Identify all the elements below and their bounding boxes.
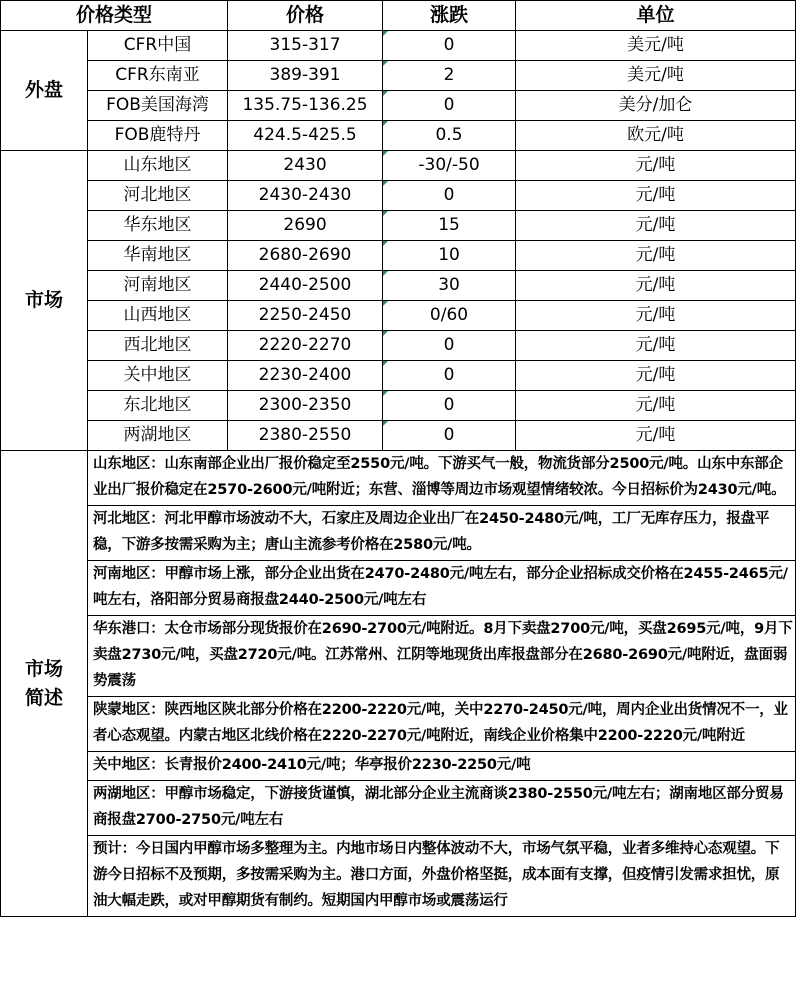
row-unit: 美分/加仑 xyxy=(516,91,796,121)
row-price: 135.75-136.25 xyxy=(228,91,383,121)
row-name: 山东地区 xyxy=(88,151,228,181)
row-name: 山西地区 xyxy=(88,301,228,331)
summary-paragraph-hebei: 河北地区：河北甲醇市场波动不大，石家庄及周边企业出厂在2450-2480元/吨，工厂无库存压力，报盘平稳，下游多按需采购为主；唐山主流参考价格在2580元/吨。 xyxy=(88,506,795,561)
row-unit: 元/吨 xyxy=(516,211,796,241)
row-name: 华南地区 xyxy=(88,241,228,271)
row-price: 2440-2500 xyxy=(228,271,383,301)
row-name: 西北地区 xyxy=(88,331,228,361)
row-change: 0 xyxy=(383,391,516,421)
row-price: 2430 xyxy=(228,151,383,181)
row-change: 0 xyxy=(383,421,516,451)
summary-row xyxy=(1,451,796,917)
row-unit: 元/吨 xyxy=(516,391,796,421)
row-price: 2690 xyxy=(228,211,383,241)
table-row xyxy=(1,361,796,391)
table-row xyxy=(1,61,796,91)
table-row xyxy=(1,181,796,211)
row-price: 2680-2690 xyxy=(228,241,383,271)
table-row xyxy=(1,211,796,241)
table-row xyxy=(1,241,796,271)
row-change: 0 xyxy=(383,331,516,361)
table-row xyxy=(1,301,796,331)
row-price: 424.5-425.5 xyxy=(228,121,383,151)
row-unit: 欧元/吨 xyxy=(516,121,796,151)
row-price: 2430-2430 xyxy=(228,181,383,211)
group-summary xyxy=(1,451,88,917)
row-unit: 元/吨 xyxy=(516,271,796,301)
row-unit: 美元/吨 xyxy=(516,61,796,91)
row-name: CFR东南亚 xyxy=(88,61,228,91)
row-price: 2380-2550 xyxy=(228,421,383,451)
group-external: 外盘 xyxy=(1,31,88,151)
summary-paragraph-shandong: 山东地区：山东南部企业出厂报价稳定至2550元/吨。下游买气一般，物流货部分2500元/吨。山东中东部企业出厂报价稳定在2570-2600元/吨附近；东营、淄博等周边市场观望情绪较浓。今日招标价为2430元/吨。 xyxy=(88,451,795,506)
row-name: 河北地区 xyxy=(88,181,228,211)
header-unit: 单位 xyxy=(516,1,796,31)
summary-paragraph-henan: 河南地区：甲醇市场上涨，部分企业出货在2470-2480元/吨左右，部分企业招标成交价格在2455-2465元/吨左右，洛阳部分贸易商报盘2440-2500元/吨左右 xyxy=(88,561,795,616)
summary-paragraph-forecast: 预计：今日国内甲醇市场多整理为主。内地市场日内整体波动不大，市场气氛平稳，业者多维持心态观望。下游今日招标不及预期，多按需采购为主。港口方面，外盘价格坚挺，成本面有支撑，但疫情引发需求担忧，原油大幅走跌，或对甲醇期货有制约。短期国内甲醇市场或震荡运行 xyxy=(93,841,780,909)
table-row xyxy=(1,331,796,361)
row-name: 河南地区 xyxy=(88,271,228,301)
table-row xyxy=(1,271,796,301)
table-row xyxy=(1,391,796,421)
row-unit: 元/吨 xyxy=(516,241,796,271)
table-row xyxy=(1,31,796,61)
row-price: 389-391 xyxy=(228,61,383,91)
group-market: 市场 xyxy=(1,151,88,451)
row-unit: 元/吨 xyxy=(516,421,796,451)
row-unit: 元/吨 xyxy=(516,301,796,331)
row-price: 315-317 xyxy=(228,31,383,61)
row-change: 0 xyxy=(383,31,516,61)
row-change: 0 xyxy=(383,361,516,391)
row-change: 30 xyxy=(383,271,516,301)
row-price: 2230-2400 xyxy=(228,361,383,391)
table-row xyxy=(1,91,796,121)
header-price: 价格 xyxy=(228,1,383,31)
table-row xyxy=(1,421,796,451)
row-change: 0 xyxy=(383,181,516,211)
row-change: 10 xyxy=(383,241,516,271)
row-change: 15 xyxy=(383,211,516,241)
summary-paragraph-shaanxi-mongolia: 陕蒙地区：陕西地区陕北部分价格在2200-2220元/吨，关中2270-2450元/吨，周内企业出货情况不一，业者心态观望。内蒙古地区北线价格在2220-2270元/吨附近，南线企业价格集中2200-2220元/吨附近 xyxy=(88,697,795,752)
row-name: 关中地区 xyxy=(88,361,228,391)
header-change: 涨跌 xyxy=(383,1,516,31)
table-header-row xyxy=(1,1,796,31)
row-change: 2 xyxy=(383,61,516,91)
row-price: 2300-2350 xyxy=(228,391,383,421)
summary-paragraph-guanzhong: 关中地区：长青报价2400-2410元/吨；华亭报价2230-2250元/吨 xyxy=(88,752,795,781)
summary-paragraph-east-china-port: 华东港口：太仓市场部分现货报价在2690-2700元/吨附近。8月下卖盘2700元/吨，买盘2695元/吨，9月下卖盘2730元/吨，买盘2720元/吨。江苏常州、江阴等地现货出库报盘部分在2680-2690元/吨附近，盘面弱势震荡 xyxy=(88,616,795,697)
row-unit: 元/吨 xyxy=(516,181,796,211)
summary-label-text: 市场简述 xyxy=(25,658,64,709)
row-change: 0/60 xyxy=(383,301,516,331)
table-row xyxy=(1,121,796,151)
row-price: 2220-2270 xyxy=(228,331,383,361)
row-name: CFR中国 xyxy=(88,31,228,61)
row-name: FOB美国海湾 xyxy=(88,91,228,121)
header-type: 价格类型 xyxy=(1,1,228,31)
summary-content xyxy=(88,451,796,917)
row-price: 2250-2450 xyxy=(228,301,383,331)
row-name: 东北地区 xyxy=(88,391,228,421)
table-row xyxy=(1,151,796,181)
row-change: -30/-50 xyxy=(383,151,516,181)
row-unit: 元/吨 xyxy=(516,151,796,181)
row-change: 0.5 xyxy=(383,121,516,151)
row-name: 两湖地区 xyxy=(88,421,228,451)
summary-paragraph-lianghu: 两湖地区：甲醇市场稳定，下游接货谨慎，湖北部分企业主流商谈2380-2550元/吨左右；湖南地区部分贸易商报盘2700-2750元/吨左右 xyxy=(88,781,795,836)
row-name: 华东地区 xyxy=(88,211,228,241)
row-name: FOB鹿特丹 xyxy=(88,121,228,151)
row-change: 0 xyxy=(383,91,516,121)
row-unit: 美元/吨 xyxy=(516,31,796,61)
row-unit: 元/吨 xyxy=(516,361,796,391)
row-unit: 元/吨 xyxy=(516,331,796,361)
